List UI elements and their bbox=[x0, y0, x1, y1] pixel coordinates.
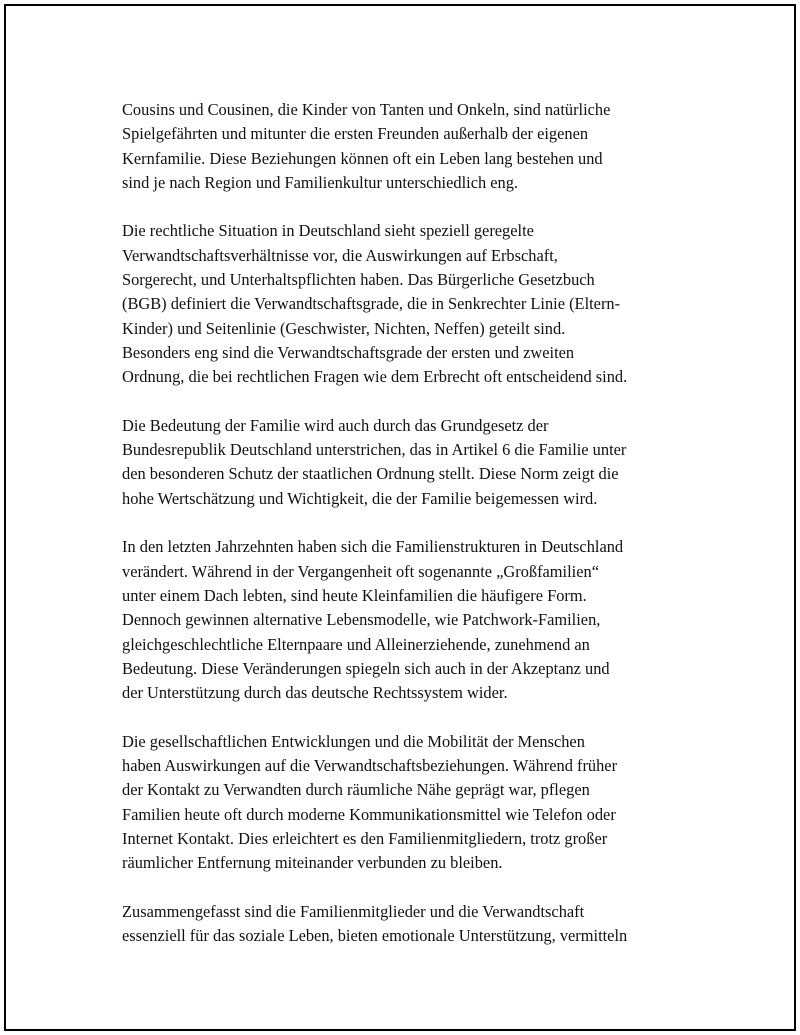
text-line: Internet Kontakt. Dies erleichtert es den Familienmitgliedern, trotz großer bbox=[122, 828, 608, 848]
paragraph-grundgesetz bbox=[122, 414, 694, 511]
text-line: (BGB) definiert die Verwandtschaftsgrade, die in Senkrechter Linie (Eltern- bbox=[122, 294, 621, 314]
text-line: Besonders eng sind die Verwandtschaftsgrade der ersten und zweiten bbox=[122, 342, 575, 362]
text-line: hohe Wertschätzung und Wichtigkeit, die der Familie beigemessen wird. bbox=[122, 488, 598, 508]
text-line: Bedeutung. Diese Veränderungen spiegeln sich auch in der Akzeptanz und bbox=[122, 658, 610, 678]
document-body bbox=[122, 98, 694, 973]
paragraph-family-structures bbox=[122, 535, 694, 705]
text-line: der Kontakt zu Verwandten durch räumliche Nähe geprägt war, pflegen bbox=[122, 780, 590, 800]
text-line: Cousins und Cousinen, die Kinder von Tanten und Onkeln, sind natürliche bbox=[122, 100, 611, 119]
text-line: gleichgeschlechtliche Elternpaare und Alleinerziehende, zunehmend an bbox=[122, 634, 590, 654]
page-frame bbox=[4, 4, 796, 1031]
paragraph-summary bbox=[122, 900, 694, 949]
text-line: haben Auswirkungen auf die Verwandtschaftsbeziehungen. Während früher bbox=[122, 756, 618, 776]
text-line: Kinder) und Seitenlinie (Geschwister, Nichten, Neffen) geteilt sind. bbox=[122, 318, 566, 338]
text-line: sind je nach Region und Familienkultur unterschiedlich eng. bbox=[122, 172, 519, 192]
text-line: In den letzten Jahrzehnten haben sich die Familienstrukturen in Deutschland bbox=[122, 537, 624, 557]
text-line: der Unterstützung durch das deutsche Rechtssystem wider. bbox=[122, 683, 508, 703]
text-line: verändert. Während in der Vergangenheit oft sogenannte „Großfamilien“ bbox=[122, 561, 599, 581]
paragraph-cousins bbox=[122, 98, 694, 195]
text-line: Zusammengefasst sind die Familienmitglieder und die Verwandtschaft bbox=[122, 901, 585, 921]
text-line: essenziell für das soziale Leben, bieten emotionale Unterstützung, vermitteln bbox=[122, 926, 628, 946]
text-line: Die Bedeutung der Familie wird auch durch das Grundgesetz der bbox=[122, 415, 549, 435]
text-line: Ordnung, die bei rechtlichen Fragen wie dem Erbrecht oft entscheidend sind. bbox=[122, 367, 628, 387]
paragraph-mobility bbox=[122, 730, 694, 876]
text-line: räumlicher Entfernung miteinander verbunden zu bleiben. bbox=[122, 853, 503, 873]
text-line: Die rechtliche Situation in Deutschland sieht speziell geregelte bbox=[122, 221, 534, 241]
text-line: Sorgerecht, und Unterhaltspflichten haben. Das Bürgerliche Gesetzbuch bbox=[122, 270, 595, 290]
text-line: Dennoch gewinnen alternative Lebensmodelle, wie Patchwork-Familien, bbox=[122, 610, 601, 630]
text-line: unter einem Dach lebten, sind heute Kleinfamilien die häufigere Form. bbox=[122, 585, 587, 605]
text-line: den besonderen Schutz der staatlichen Ordnung stellt. Diese Norm zeigt die bbox=[122, 464, 619, 484]
paragraph-legal-situation bbox=[122, 219, 694, 389]
text-line: Familien heute oft durch moderne Kommunikationsmittel wie Telefon oder bbox=[122, 804, 616, 824]
text-line: Spielgefährten und mitunter die ersten Freunden außerhalb der eigenen bbox=[122, 124, 589, 144]
text-line: Die gesellschaftlichen Entwicklungen und die Mobilität der Menschen bbox=[122, 731, 585, 751]
text-line: Verwandtschaftsverhältnisse vor, die Auswirkungen auf Erbschaft, bbox=[122, 245, 558, 265]
text-line: Bundesrepublik Deutschland unterstrichen, das in Artikel 6 die Familie unter bbox=[122, 440, 627, 460]
text-line: Kernfamilie. Diese Beziehungen können oft ein Leben lang bestehen und bbox=[122, 148, 603, 168]
